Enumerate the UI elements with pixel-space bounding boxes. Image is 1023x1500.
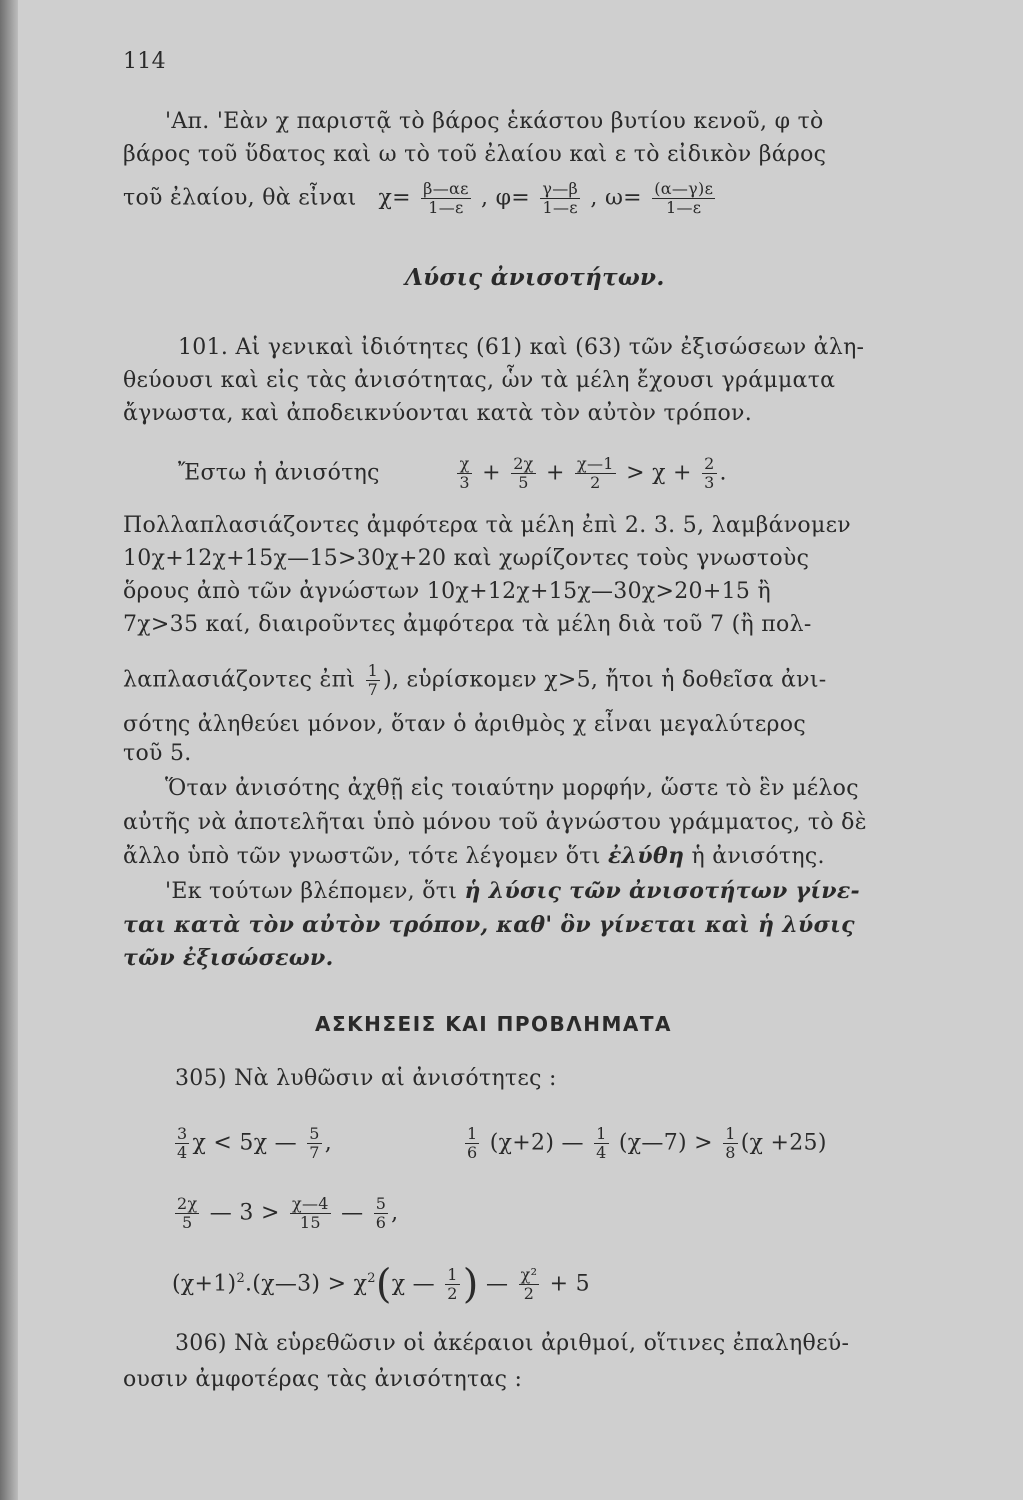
- frac-den: 3: [459, 473, 470, 492]
- frac-x1-2: [575, 455, 616, 492]
- comma: ,: [324, 1130, 333, 1156]
- solve-line-4: 7χ>35 καί, διαιροῦντες ἀμφότερα τὰ μέλη διὰ τοῦ 7 (ἢ πολ-: [123, 612, 812, 637]
- ineq-d-a: (χ+1): [172, 1271, 237, 1297]
- frac-1-6: [465, 1125, 479, 1162]
- answer-line-3: [123, 180, 718, 217]
- para101-line-1: 101. Αἱ γενικαὶ ἰδιότητες (61) καὶ (63) τῶν ἐξισώσεων ἀλη-: [178, 335, 865, 360]
- frac-den: 5: [511, 473, 535, 492]
- frac-den: 7: [309, 1143, 320, 1162]
- solve-line-2: 10χ+12χ+15χ—15>30χ+20 καὶ χωρίζοντες τοὺς γνωστοὺς: [123, 546, 810, 571]
- solve-line-1: Πολλαπλασιάζοντες ἀμφότερα τὰ μέλη ἐπὶ 2. 3. 5, λαμβάνομεν: [123, 513, 851, 538]
- conclusion-line-2: ται κατὰ τὸν αὐτὸν τρόπον, καθ' ὃν γίνεται καὶ ἡ λύσις: [123, 912, 855, 938]
- conclusion-line-1-a: 'Εκ τούτων βλέπομεν, ὅτι: [165, 879, 458, 904]
- frac-num: 1: [447, 1264, 458, 1284]
- minus-sign: —: [485, 1271, 509, 1297]
- frac-num: 5: [375, 1194, 387, 1213]
- chi-equals: χ=: [378, 185, 411, 211]
- when-line-2: αὐτῆς νὰ ἀποτελῆται ὑπὸ μόνου τοῦ ἀγνώστου γράμματος, τὸ δὲ: [123, 810, 867, 835]
- gt-x-plus: > χ +: [626, 460, 692, 486]
- ex305-ineq-d: [172, 1261, 590, 1308]
- plus-sign: +: [545, 460, 565, 486]
- frac-num: 2: [704, 454, 715, 473]
- exponent: 2: [236, 1271, 246, 1286]
- term-solved: ἐλύθη: [608, 843, 685, 869]
- frac-num: 1: [596, 1124, 607, 1143]
- ex305-ineq-b: [462, 1125, 827, 1162]
- frac-1-7: [366, 662, 380, 699]
- when-line-3-c: ἡ ἀνισότης.: [691, 844, 825, 869]
- frac-den: 2: [575, 473, 616, 492]
- solve-line-6: σότης ἀληθεύει μόνον, ὅταν ὁ ἀριθμὸς χ εἶναι μεγαλύτερος: [123, 712, 806, 737]
- frac-1-2: [445, 1266, 459, 1303]
- solve-line-5: [123, 662, 827, 699]
- frac-den: 2: [519, 1284, 540, 1303]
- frac-den: 1—ε: [540, 198, 580, 217]
- ineq-d-tail: + 5: [549, 1271, 590, 1297]
- frac-2-3: [702, 455, 716, 492]
- frac-num: χ—4: [292, 1194, 329, 1213]
- when-line-3-a: ἄλλο ὑπὸ τῶν γνωστῶν, τότε λέγομεν ὅτι: [123, 844, 601, 869]
- ineq-a-mid: χ < 5χ —: [192, 1130, 297, 1156]
- solve-line-5-a: λαπλασιάζοντες ἐπὶ: [123, 667, 356, 693]
- frac-den: 4: [177, 1143, 188, 1162]
- frac-num: 1: [367, 661, 379, 680]
- frac-den: 8: [725, 1143, 736, 1162]
- frac-num: 5: [309, 1124, 320, 1143]
- frac-den: 3: [704, 473, 715, 492]
- ex306-line-1: 306) Νὰ εὑρεθῶσιν οἱ ἀκέραιοι ἀριθμοί, οἵτινες ἐπαληθεύ-: [175, 1331, 850, 1356]
- exponent: 2: [367, 1271, 376, 1286]
- exercises-heading: ΑΣΚΗΣΕΙΣ ΚΑΙ ΠΡΟΒΛΗΜΑΤΑ: [315, 1012, 673, 1036]
- solve-line-5-b: ), εὑρίσκομεν χ>5, ἤτοι ἡ δοθεῖσα ἀνι-: [383, 667, 827, 693]
- frac-1-8: [723, 1125, 737, 1162]
- fraction-omega: [652, 180, 715, 217]
- minus-sign: —: [341, 1200, 364, 1226]
- para101-line-2: θεύουσι καὶ εἰς τὰς ἀνισότητας, ὧν τὰ μέλη ἔχουσι γράμματα: [123, 368, 836, 393]
- frac-num: 2χ: [177, 1194, 198, 1213]
- para101-line-3: ἄγνωστα, καὶ ἀποδεικνύονται κατὰ τὸν αὐτὸν τρόπον.: [123, 401, 753, 426]
- ineq-b-term-2: (χ—7) >: [618, 1130, 713, 1156]
- frac-den: 2: [447, 1283, 458, 1303]
- plus-sign: +: [482, 460, 501, 486]
- big-paren-open: (: [375, 1261, 392, 1308]
- conclusion-line-1-b: ἡ λύσις τῶν ἀνισοτήτων γίνε-: [464, 878, 860, 904]
- frac-num: γ—β: [542, 179, 579, 198]
- comma: ,: [391, 1200, 399, 1226]
- frac-den: 6: [467, 1143, 478, 1162]
- frac-3-4: [175, 1125, 189, 1162]
- frac-den: 6: [375, 1213, 387, 1232]
- ineq-d-b: .(χ—3) > χ: [245, 1271, 368, 1297]
- frac-den: 15: [290, 1213, 331, 1232]
- when-line-3: [123, 842, 825, 871]
- omega-equals: , ω=: [590, 185, 642, 211]
- ex305-ineq-a: [172, 1125, 332, 1162]
- frac-den: 1—ε: [421, 198, 471, 217]
- example-inequality: [178, 455, 727, 492]
- ineq-d-c: χ —: [391, 1271, 435, 1297]
- solve-line-7: τοῦ 5.: [123, 741, 192, 766]
- when-line-1: Ὅταν ἀνισότης ἀχθῇ εἰς τοιαύτην μορφήν, ὥστε τὸ ἓν μέλος: [165, 776, 859, 801]
- frac-5-6: [374, 1195, 388, 1232]
- ex305-ineq-c: [172, 1195, 398, 1232]
- period: .: [719, 460, 727, 486]
- ex306-line-2: ουσιν ἀμφοτέρας τὰς ἀνισότητας :: [123, 1367, 523, 1392]
- ineq-b-term-1: (χ+2) —: [489, 1130, 584, 1156]
- section-heading: Λύσις ἀνισοτήτων.: [405, 264, 665, 291]
- frac-5-7: [307, 1125, 321, 1162]
- big-paren-close: ): [462, 1261, 479, 1308]
- frac-num: β—αε: [423, 179, 469, 198]
- phi-equals: , φ=: [481, 185, 531, 211]
- answer-line-3-text: τοῦ ἐλαίου, θὰ εἶναι: [123, 185, 357, 211]
- ineq-b-term-3: (χ +25): [740, 1130, 827, 1156]
- ex305-intro: 305) Νὰ λυθῶσιν αἱ ἀνισότητες :: [175, 1066, 557, 1091]
- conclusion-line-3: τῶν ἐξισώσεων.: [123, 945, 334, 971]
- fraction-chi: [421, 180, 471, 217]
- page-number: 114: [123, 49, 166, 74]
- frac-den: 4: [596, 1143, 607, 1162]
- frac-den: 1—ε: [652, 198, 715, 217]
- frac-num: χ: [459, 454, 470, 473]
- example-label: Ἔστω ἡ ἀνισότης: [178, 460, 380, 486]
- answer-line-2: βάρος τοῦ ὕδατος καὶ ω τὸ τοῦ ἐλαίου καὶ ε τὸ εἰδικὸν βάρος: [123, 142, 827, 167]
- frac-num: (α—γ)ε: [654, 179, 714, 198]
- frac-x4-15: [290, 1195, 331, 1232]
- fraction-phi: [540, 180, 580, 217]
- ineq-c-mid: — 3 >: [209, 1200, 280, 1226]
- frac-den: 5: [175, 1213, 199, 1232]
- solve-line-3: ὅρους ἀπὸ τῶν ἀγνώστων 10χ+12χ+15χ—30χ>20+15 ἢ: [123, 579, 771, 604]
- conclusion-line-1: [165, 877, 860, 906]
- frac-num: 3: [177, 1124, 188, 1143]
- frac-x-3: [457, 455, 471, 492]
- frac-num: 1: [725, 1124, 736, 1143]
- frac-num: χ²: [520, 1264, 538, 1284]
- frac-1-4: [594, 1125, 608, 1162]
- frac-x2-2: [519, 1266, 540, 1303]
- frac-den: 7: [367, 680, 379, 699]
- frac-2x-5b: [175, 1195, 199, 1232]
- page-edge-shadow: [0, 0, 18, 1500]
- frac-num: χ—1: [577, 454, 614, 473]
- answer-line-1: 'Απ. 'Εὰν χ παριστᾷ τὸ βάρος ἑκάστου βυτίου κενοῦ, φ τὸ: [165, 109, 824, 134]
- frac-num: 2χ: [513, 454, 534, 473]
- frac-2x-5: [511, 455, 535, 492]
- frac-num: 1: [467, 1124, 478, 1143]
